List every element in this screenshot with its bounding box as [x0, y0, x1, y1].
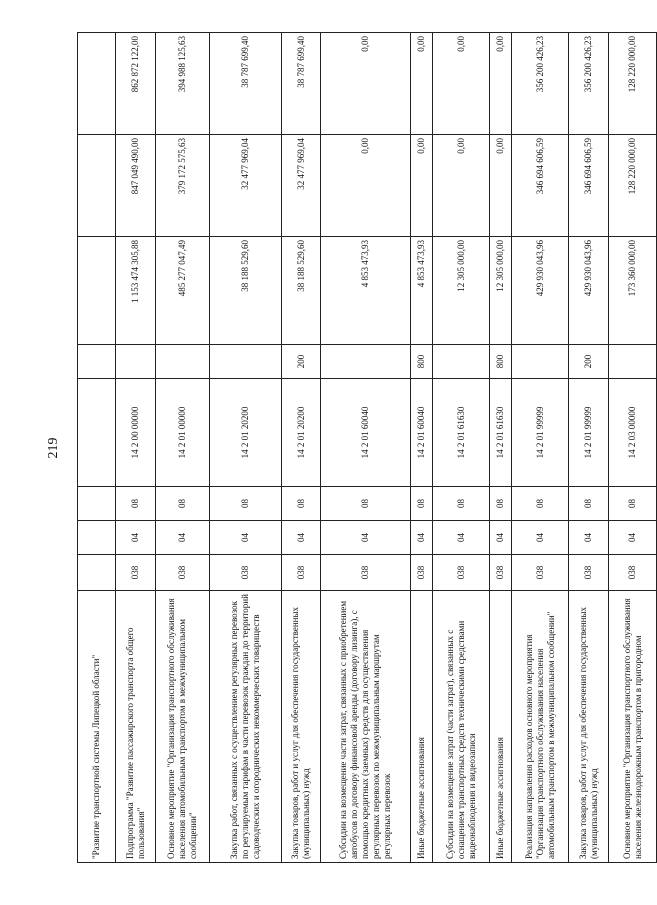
table-row [210, 33, 282, 863]
section-code: 04 [321, 521, 411, 555]
target-article-code: 14 2 01 00000 [156, 379, 210, 487]
table-row [156, 33, 210, 863]
amount-year-3: 38 787 699,40 [282, 33, 321, 135]
target-article-code: 14 2 01 60040 [321, 379, 411, 487]
page-number: 219 [46, 437, 61, 459]
expense-type-code [321, 345, 411, 379]
section-code: 04 [433, 521, 490, 555]
amount-year-3: 0,00 [411, 33, 433, 135]
section-code: 04 [512, 521, 569, 555]
section-code: 04 [411, 521, 433, 555]
row-name: "Развитие транспортной системы Липецкой области" [78, 591, 116, 863]
amount-year-3 [78, 33, 116, 135]
row-name: Иные бюджетные ассигнования [411, 591, 433, 863]
target-article-code: 14 2 01 61630 [433, 379, 490, 487]
expense-type-code: 200 [282, 345, 321, 379]
amount-year-1: 173 360 000,00 [609, 237, 657, 345]
ministry-code: 038 [490, 555, 512, 591]
amount-year-3: 862 872 122,00 [116, 33, 156, 135]
subsection-code: 08 [433, 487, 490, 521]
section-code: 04 [282, 521, 321, 555]
ministry-code: 038 [433, 555, 490, 591]
amount-year-1: 1 153 474 305,88 [116, 237, 156, 345]
amount-year-2: 0,00 [321, 135, 411, 237]
amount-year-2: 346 694 606,59 [512, 135, 569, 237]
target-article-code: 14 2 01 20200 [210, 379, 282, 487]
amount-year-3: 0,00 [321, 33, 411, 135]
expense-type-code [116, 345, 156, 379]
amount-year-1: 38 188 529,60 [282, 237, 321, 345]
amount-year-1: 12 305 000,00 [490, 237, 512, 345]
amount-year-2: 32 477 969,04 [282, 135, 321, 237]
ministry-code: 038 [116, 555, 156, 591]
subsection-code: 08 [609, 487, 657, 521]
target-article-code: 14 2 03 00000 [609, 379, 657, 487]
row-name: Закупка товаров, работ и услуг для обеспечения государственных (муниципальных) нужд [569, 591, 609, 863]
target-article-code: 14 2 01 20200 [282, 379, 321, 487]
table-row [282, 33, 321, 863]
amount-year-2: 379 172 575,63 [156, 135, 210, 237]
amount-year-2: 128 220 000,00 [609, 135, 657, 237]
section-code: 04 [609, 521, 657, 555]
ministry-code: 038 [569, 555, 609, 591]
row-name: Закупка работ, связанных с осуществлением регулярных перевозок по регулируемым тарифам в части перевозок граждан до территорий садоводческих и огороднических некоммерческих товариществ [210, 591, 282, 863]
table-row [490, 33, 512, 863]
row-name: Закупка товаров, работ и услуг для обеспечения государственных (муниципальных) нужд [282, 591, 321, 863]
subsection-code: 08 [321, 487, 411, 521]
amount-year-2 [78, 135, 116, 237]
ministry-code: 038 [282, 555, 321, 591]
subsection-code: 08 [210, 487, 282, 521]
table-row [411, 33, 433, 863]
section-code: 04 [210, 521, 282, 555]
amount-year-1: 429 930 043,96 [512, 237, 569, 345]
amount-year-2: 346 694 606,59 [569, 135, 609, 237]
ministry-code: 038 [411, 555, 433, 591]
budget-table-body [78, 33, 657, 863]
row-name: Иные бюджетные ассигнования [490, 591, 512, 863]
rotated-page-content [77, 33, 643, 863]
section-code: 04 [116, 521, 156, 555]
expense-type-code [78, 345, 116, 379]
amount-year-2: 0,00 [433, 135, 490, 237]
row-name: Реализация направления расходов основного мероприятия "Организация транспортного обслуживания населения автомобильным транспортом в межмуниципальном сообщении" [512, 591, 569, 863]
amount-year-1: 485 277 047,49 [156, 237, 210, 345]
amount-year-1 [78, 237, 116, 345]
amount-year-3: 356 200 426,23 [512, 33, 569, 135]
row-name: Подпрограмма "Развитие пассажирского транспорта общего пользования" [116, 591, 156, 863]
expense-type-code [210, 345, 282, 379]
table-row [433, 33, 490, 863]
target-article-code: 14 2 00 00000 [116, 379, 156, 487]
subsection-code: 08 [116, 487, 156, 521]
amount-year-3: 0,00 [490, 33, 512, 135]
amount-year-2: 32 477 969,04 [210, 135, 282, 237]
ministry-code: 038 [210, 555, 282, 591]
expense-type-code: 800 [490, 345, 512, 379]
ministry-code: 038 [512, 555, 569, 591]
target-article-code: 14 2 01 99999 [569, 379, 609, 487]
expense-type-code [609, 345, 657, 379]
target-article-code [78, 379, 116, 487]
expense-type-code: 200 [569, 345, 609, 379]
ministry-code: 038 [609, 555, 657, 591]
subsection-code: 08 [490, 487, 512, 521]
expense-type-code [156, 345, 210, 379]
table-row [609, 33, 657, 863]
subsection-code: 08 [282, 487, 321, 521]
amount-year-3: 356 200 426,23 [569, 33, 609, 135]
target-article-code: 14 2 01 61630 [490, 379, 512, 487]
expense-type-code [512, 345, 569, 379]
expense-type-code: 800 [411, 345, 433, 379]
subsection-code: 08 [512, 487, 569, 521]
subsection-code: 08 [156, 487, 210, 521]
section-code: 04 [569, 521, 609, 555]
section-code: 04 [490, 521, 512, 555]
amount-year-1: 38 188 529,60 [210, 237, 282, 345]
row-name: Субсидии на возмещение части затрат, связанных с приобретением автобусов по договору финансовой аренды (договору лизинга), с помощью кредитных (заемных) средств для осуществления регулярных перевозок по межмуниципальным маршрутам регулярных перевозок [321, 591, 411, 863]
amount-year-1: 429 930 043,96 [569, 237, 609, 345]
ministry-code: 038 [321, 555, 411, 591]
budget-table [77, 32, 657, 863]
table-row [321, 33, 411, 863]
target-article-code: 14 2 01 99999 [512, 379, 569, 487]
expense-type-code [433, 345, 490, 379]
row-name: Основное мероприятие "Организация транспортного обслуживания населения железнодорожным транспортом в пригородном [609, 591, 657, 863]
table-row [569, 33, 609, 863]
amount-year-3: 0,00 [433, 33, 490, 135]
table-row [116, 33, 156, 863]
section-code: 04 [156, 521, 210, 555]
amount-year-1: 12 305 000,00 [433, 237, 490, 345]
amount-year-3: 38 787 699,40 [210, 33, 282, 135]
target-article-code: 14 2 01 60040 [411, 379, 433, 487]
ministry-code: 038 [156, 555, 210, 591]
amount-year-1: 4 853 473,93 [411, 237, 433, 345]
amount-year-1: 4 853 473,93 [321, 237, 411, 345]
amount-year-2: 0,00 [490, 135, 512, 237]
amount-year-2: 0,00 [411, 135, 433, 237]
subsection-code: 08 [411, 487, 433, 521]
row-name: Основное мероприятие "Организация транспортного обслуживания населения автомобильным транспортом в межмуниципальном сообщении" [156, 591, 210, 863]
subsection-code: 08 [569, 487, 609, 521]
amount-year-2: 847 049 490,00 [116, 135, 156, 237]
subsection-code [78, 487, 116, 521]
row-name: Субсидии на возмещение затрат (части затрат), связанных с оснащением транспортных средств техническими средствами видеонаблюдения и видеозаписи [433, 591, 490, 863]
ministry-code [78, 555, 116, 591]
section-code [78, 521, 116, 555]
amount-year-3: 128 220 000,00 [609, 33, 657, 135]
table-row [78, 33, 116, 863]
table-row [512, 33, 569, 863]
amount-year-3: 394 988 125,63 [156, 33, 210, 135]
